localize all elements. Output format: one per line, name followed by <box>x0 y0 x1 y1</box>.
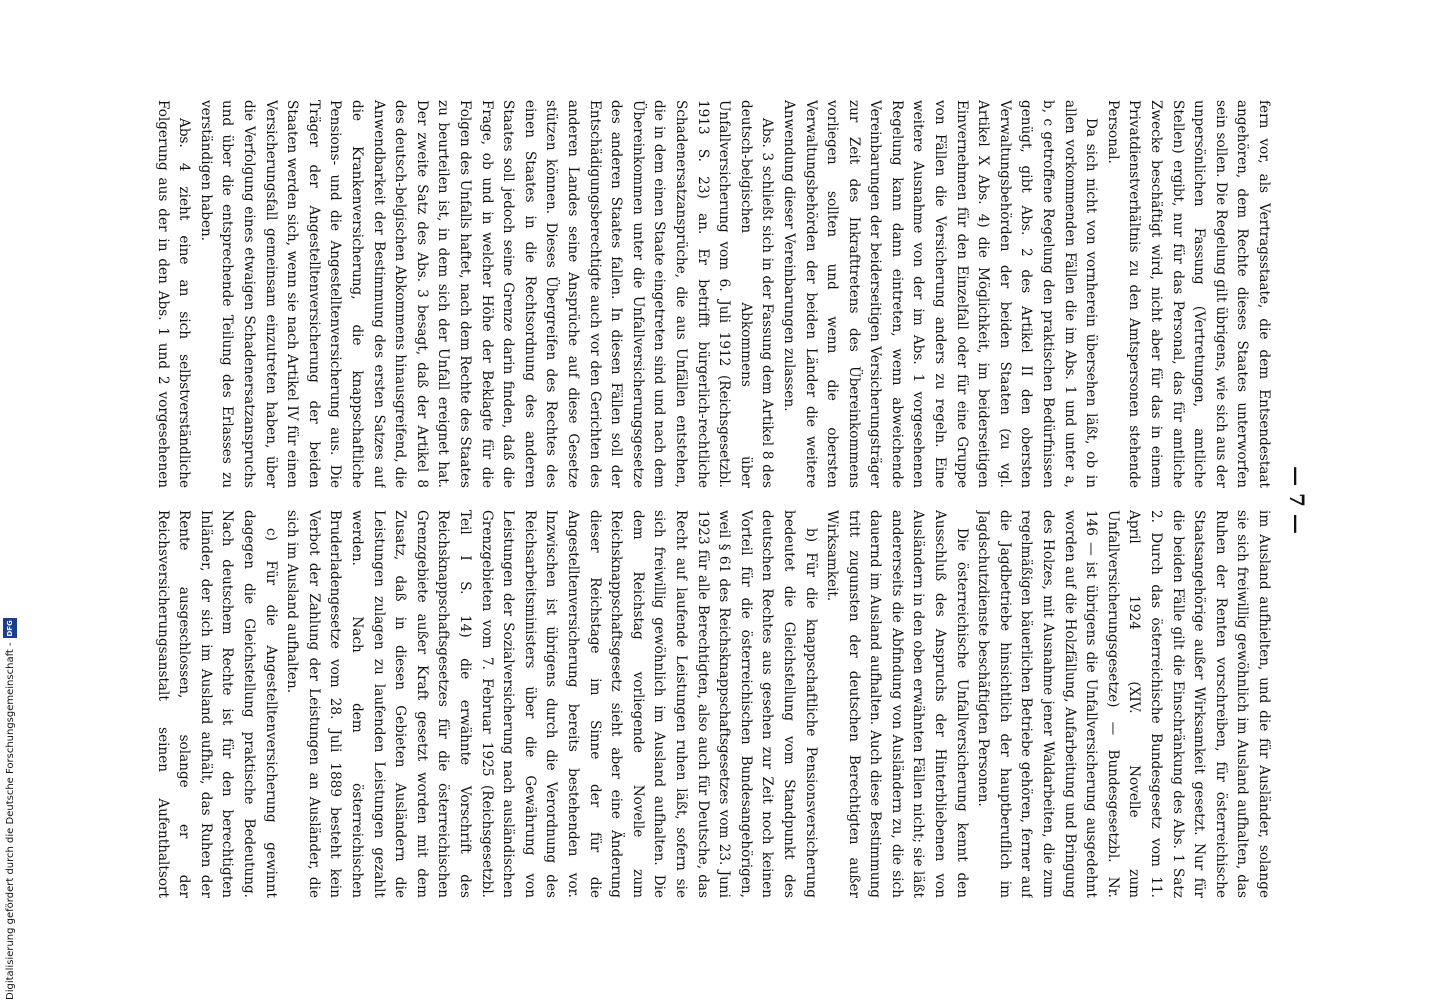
paragraph: b) Für die knappschaftliche Pensionsversicherung bedeutet die Gleichstellung vom Standpunkt des deutschen Rechtes aus gesehen zur Zeit noch keinen Vorteil für die österreichischen Bundesangehörigen, weil § 61 des Reichsknappschaftsgesetzes vom 23. Juni 1923 für alle Berechtigten, also auch für Deutsche, das Recht auf laufende Leistungen ruhen läßt, sofern sie sich freiwillig gewöhnlich im Ausland aufhalten. Die dem Reichstag vorliegende Novelle zum Reichsknappschaftsgesetz sieht aber eine Änderung dieser Reichstage im Sinne der für die Angestelltenversicherung bereits bestehenden vor. Inzwischen ist übrigens durch die Verordnung des Reichsarbeitsministers über die Gewährung von Leistungen der Sozialversicherung nach ausländischen Grenzgebieten vom 7. Februar 1925 (Reichsgesetzbl. Teil I S. 14) die erwähnte Vorschrift des Reichsknappschaftsgesetzes für die österreichischen Grenzgebiete außer Kraft gesetzt worden mit dem Zusatz, daß in diesen Gebieten Ausländern die Leistungen zulagen zu laufenden Leistungen gezahlt werden. Nach dem österreichischen Bruderladengesetze vom 28. Juli 1889 besteht kein Verbot der Zahlung der Leistungen an Ausländer, die sich im Ausland aufhalten. <box>284 510 819 898</box>
credit-text: Digitalisierung gefördert durch die Deutsche Forschungsgemeinschaft - <box>5 642 16 1000</box>
paragraph: Abs. 4 zieht eine an sich selbstverständliche Folgerung aus der in den Abs. 1 und 2 vorgesehenen <box>154 100 193 488</box>
paragraph: im Ausland aufhielten, und die für Ausländer, solange sie sich freiwillig gewöhnlich im Ausland aufhalten, das Ruhen der Renten vorschreiben, für österreichische Staatsangehörige außer Wirksamkeit gesetzt. Nur für die beiden Fälle gilt die Einschränkung des Abs. 1 Satz 2. Durch das österreichische Bundesgesetz vom 11. April 1924 (XIV. Novelle zum Unfallversicherungsgesetze) — Bundesgesetzbl. Nr. 146 — ist übrigens die Unfallversicherung ausgedehnt worden auf die Holzfällung, Aufarbeitung und Bringung des Holzes, mit Ausnahme jener Waldarbeiten, die zum regelmäßigen bäuerlichen Betriebe gehören, ferner auf die Jagdbetriebe hinsichtlich der hauptberuflich im Jagdschutzdienste beschäftigten Personen. <box>975 510 1272 898</box>
paragraph: Die österreichische Unfallversicherung kennt den Ausschluß des Anspruchs der Hinterbliebenen von Ausländern in den oben erwähnten Fällen nicht; sie läßt andererseits die Abfindung von Ausländern zu, die sich dauernd im Ausland aufhalten. Auch diese Bestimmung tritt zugunsten der deutschen Berechtigten außer Wirksamkeit. <box>824 510 970 898</box>
paragraph: Abs. 3 schließt sich in der Fassung dem Artikel 8 des deutsch-belgischen Abkommens über Unfallversicherung vom 6. Juli 1912 (Reichsgesetzbl. 1913 S. 23) an. Er betrifft bürgerlich-rechtliche Schadenersatzansprüche, die aus Unfällen entstehen, die in dem einen Staate eingetreten sind und nach dem Übereinkommen unter die Unfallversicherungsgesetze des anderen Staates fallen. In diesen Fällen soll der Entschädigungsberechtigte auch vor den Gerichten des anderen Landes seine Ansprüche auf diese Gesetze stützen können. Dieses Übergreifen des Rechtes des einen Staates in die Rechtsordnung des anderen Staates soll jedoch seine Grenze darin finden, daß die Frage, ob und in welcher Höhe der Beklagte für die Folgen des Unfalls haftet, nach dem Rechte des Staates zu beurteilen ist, in dem sich der Unfall ereignet hat. Der zweite Satz des Abs. 3 besagt, daß der Artikel 8 des deutsch-belgischen Abkommens hinausgreifend, die Anwendbarkeit der Bestimmung des ersten Satzes auf die Krankenversicherung, die knappschaftliche Pensions- und die Angestelltenversicherung aus. Die Träger der Angestelltenversicherung der beiden Staaten werden sich, wenn sie nach Artikel IV für einen Versicherungsfall gemeinsam einzutreten haben, über die Verfolgung eines etwaigen Schadenersatzanspruchs und über die entsprechende Teilung des Erlasses zu verständigen haben. <box>197 100 776 488</box>
paragraph: fern vor, als Vertragsstaate, die dem Entsendestaat angehören, dem Rechte dieses Staates unterworfen sein sollen. Die Regelung gilt übrigens, wie sich aus der unpersönlichen Fassung (Vertretungen, amtliche Stellen) ergibt, nur für das Personal, das für amtliche Zwecke beschäftigt wird, nicht aber für das in einem Privatdienstverhältnis zu den Amtspersonen stehende Personal. <box>1104 100 1272 488</box>
paragraph: Da sich nicht von vornherein übersehen läßt, ob in allen vorkommenden Fällen die im Abs. 1 und unter a, b, c getroffene Regelung den praktischen Bedürfnissen genügt, gibt Abs. 2 des Artikel II den obersten Verwaltungsbehörden der beiden Staaten (zu vgl. Artikel X Abs. 4) die Möglichkeit, im beiderseitigen Einvernehmen für den Einzelfall oder für eine Gruppe von Fällen die Versicherung anders zu regeln. Eine weitere Ausnahme von der im Abs. 1 vorgesehenen Regelung kann dann eintreten, wenn abweichende Vereinbarungen der beiderseitigen Versicherungsträger zur Zeit des Inkrafttretens des Übereinkommens vorliegen sollten und wenn die obersten Verwaltungsbehörden der beiden Länder die weitere Anwendung dieser Vereinbarungen zulassen. <box>780 100 1100 488</box>
digitization-credit <box>2 618 20 1000</box>
right-column <box>154 510 1274 898</box>
paragraph: c) Für die Angestelltenversicherung gewinnt dagegen die Gleichstellung praktische Bedeutung. Nach deutschem Rechte ist für den berechtigten Inländer, der sich im Ausland aufhält, das Ruhen der Rente ausgeschlossen, solange er der Reichsversicherungsanstalt seinen Aufenthaltsort <box>154 510 279 898</box>
dfg-logo: DFG <box>3 618 17 638</box>
page-number: — 7 — <box>1285 466 1309 534</box>
left-column <box>154 100 1274 488</box>
rotated-page-content <box>140 100 1310 900</box>
